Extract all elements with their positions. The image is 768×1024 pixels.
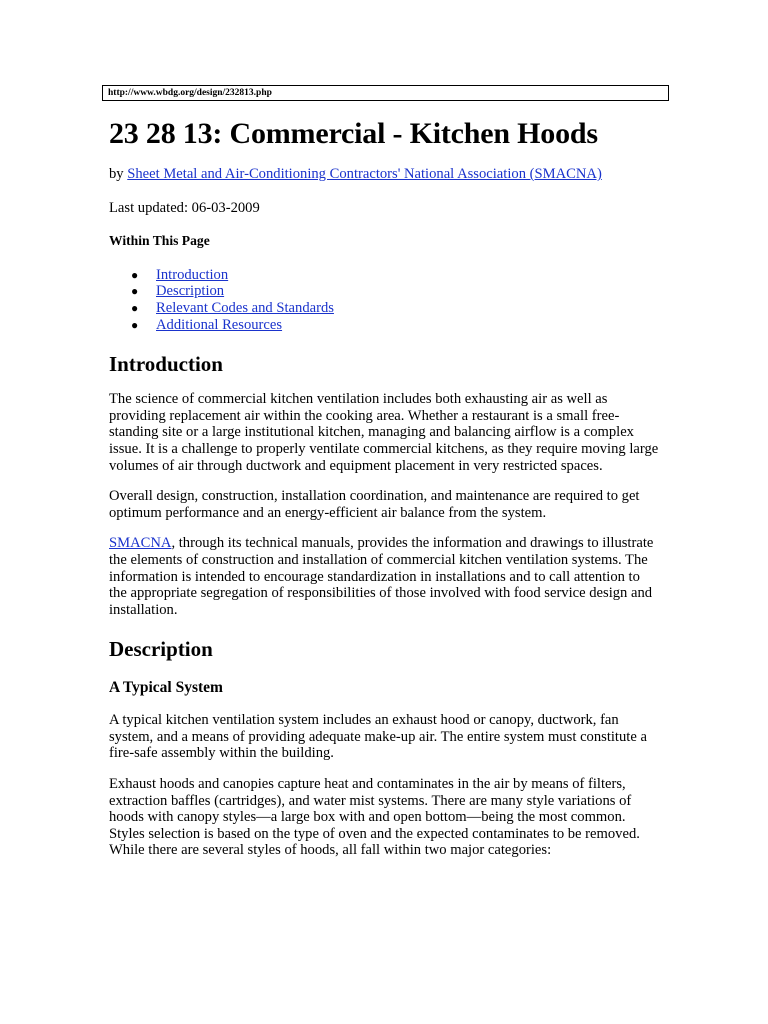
byline-prefix: by: [109, 166, 128, 182]
last-updated: Last updated: 06-03-2009: [109, 199, 260, 216]
smacna-link[interactable]: SMACNA: [109, 535, 172, 552]
bullet-icon: ●: [131, 284, 139, 299]
source-url: http://www.wbdg.org/design/232813.php: [102, 85, 669, 101]
introduction-paragraph-3: [109, 535, 661, 618]
within-this-page-heading: Within This Page: [109, 233, 210, 249]
description-paragraph-1: A typical kitchen ventilation system includes an exhaust hood or canopy, ductwork, fan system, and a means of providing adequate make-up air. The entire system must constitute a fire-safe assembly within the building.: [109, 712, 647, 762]
description-heading: Description: [109, 637, 213, 662]
toc-link-codes-standards[interactable]: Relevant Codes and Standards: [156, 299, 334, 316]
toc-item-description: [109, 283, 661, 300]
toc-link-additional-resources[interactable]: Additional Resources: [156, 316, 283, 333]
toc-item-introduction: [109, 267, 661, 284]
toc-item-codes-standards: [109, 300, 661, 317]
introduction-paragraph-1: The science of commercial kitchen ventilation includes both exhausting air as well as providing replacement air within the cooking area. Whether a restaurant is a small free-standing site or a large institutional kitchen, managing and balancing airflow is a complex issue. It is a challenge to properly ventilate commercial kitchens, as they require moving large volumes of air through ductwork and equipment placement in very restricted spaces.: [109, 391, 659, 474]
description-paragraph-2: Exhaust hoods and canopies capture heat and contaminates in the air by means of filters, extraction baffles (cartridges), and water mist systems. There are many style variations of hoods with canopy styles—a large box with and open bottom—being the most common. Styles selection is based on the type of oven and the expected contaminates to be removed. While there are several styles of hoods, all fall within two major categories:: [109, 776, 640, 859]
introduction-paragraph-3-text: , through its technical manuals, provides the information and drawings to illustrate the elements of construction and installation of commercial kitchen ventilation systems. The information is intended to encourage standardization in installations and to call attention to the appropriate segregation of responsibilities of those involved with food service design and installation.: [109, 535, 654, 618]
introduction-paragraph-2: Overall design, construction, installation coordination, and maintenance are required to get optimum performance and an energy-efficient air balance from the system.: [109, 488, 640, 521]
typical-system-heading: A Typical System: [109, 679, 223, 697]
bullet-icon: ●: [131, 317, 139, 332]
toc-link-introduction[interactable]: Introduction: [156, 266, 229, 283]
toc-link-description[interactable]: Description: [156, 283, 225, 300]
table-of-contents: [109, 267, 661, 333]
byline: [109, 166, 661, 183]
author-link[interactable]: Sheet Metal and Air-Conditioning Contractors' National Association (SMACNA): [127, 166, 602, 182]
page-title: 23 28 13: Commercial - Kitchen Hoods: [109, 117, 598, 150]
introduction-heading: Introduction: [109, 352, 223, 377]
toc-item-additional-resources: [109, 317, 661, 334]
bullet-icon: ●: [131, 300, 139, 315]
document-body: [109, 114, 661, 859]
bullet-icon: ●: [131, 267, 139, 282]
